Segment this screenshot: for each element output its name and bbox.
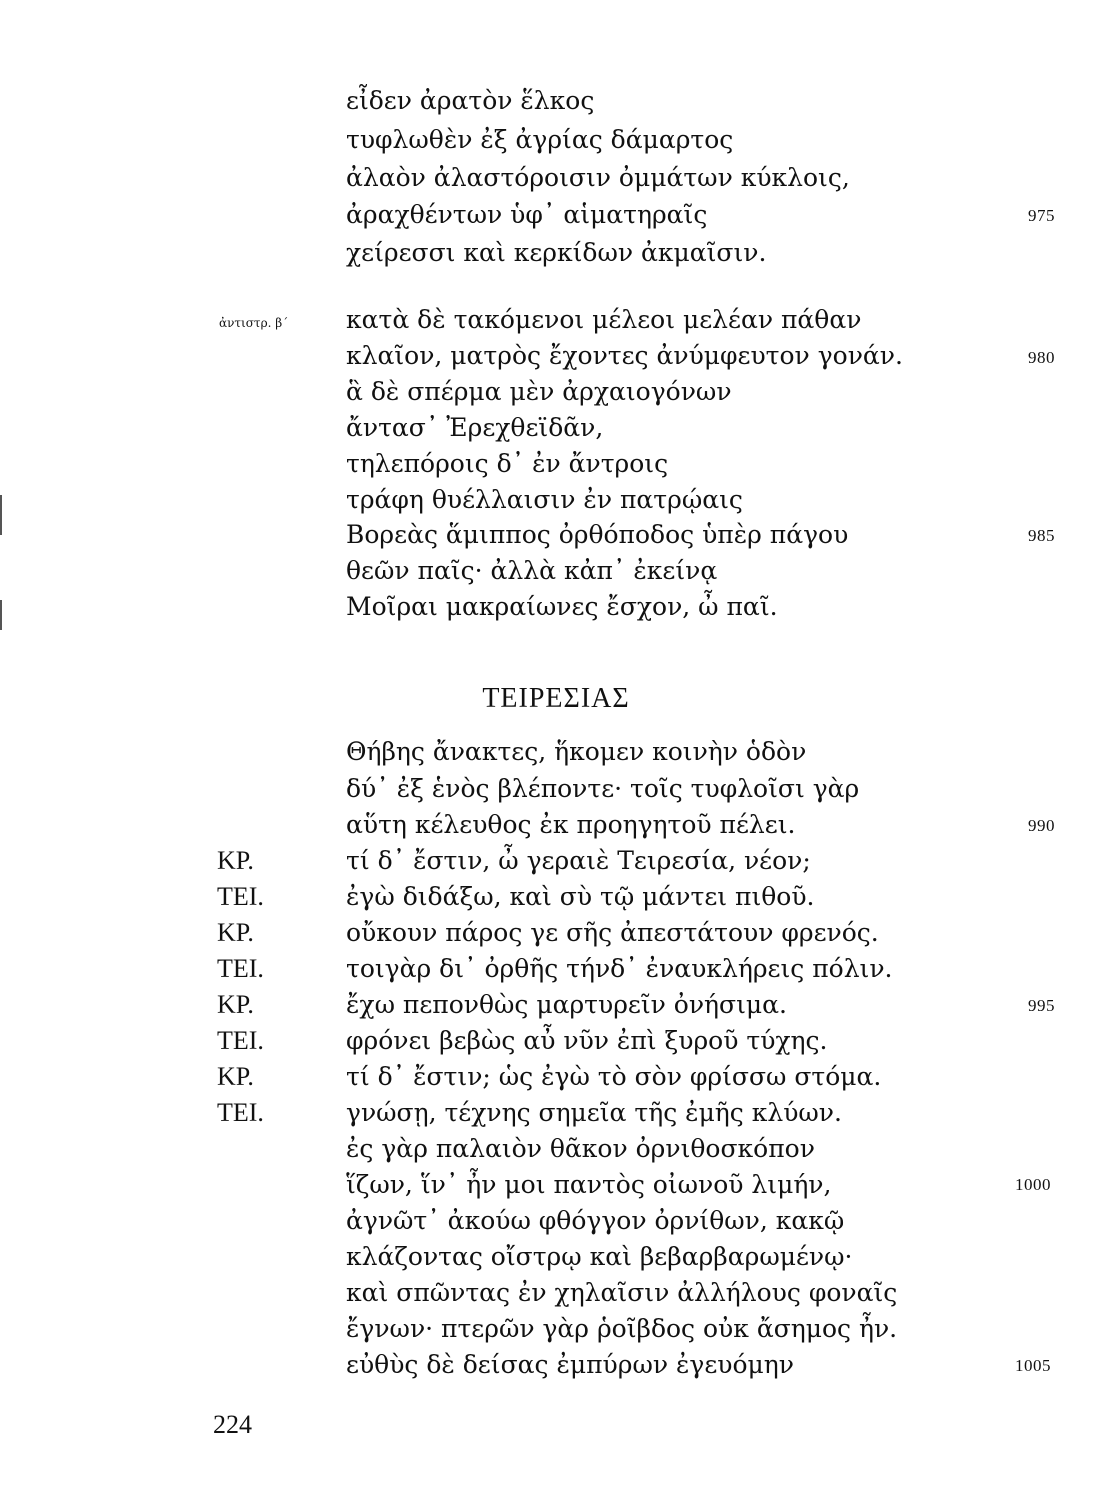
verse-line: χείρεσσι καὶ κερκίδων ἀκμαῖσιν.	[346, 238, 767, 267]
scan-edge-mark	[0, 600, 2, 630]
verse-line: τί δ᾽ ἔστιν; ὡς ἐγὼ τὸ σὸν φρίσσω στόμα.	[346, 1062, 882, 1091]
speaker-label: ΤΕΙ.	[217, 1026, 264, 1055]
line-number: 1000	[1015, 1175, 1051, 1194]
verse-line: γνώσῃ, τέχνης σημεῖα τῆς ἐμῆς κλύων.	[346, 1098, 842, 1127]
verse-line: ἔχω πεπονθὼς μαρτυρεῖν ὀνήσιμα.	[346, 990, 787, 1019]
scan-edge-mark	[0, 495, 2, 535]
verse-line: Μοῖραι μακραίωνες ἔσχον, ὦ παῖ.	[346, 592, 778, 621]
antistrophe-label: ἀντιστρ. β´	[219, 316, 289, 330]
verse-line: τυφλωθὲν ἐξ ἀγρίας δάμαρτος	[346, 125, 734, 154]
speaker-label: ΤΕΙ.	[217, 882, 264, 911]
speaker-label: ΤΕΙ.	[217, 1098, 264, 1127]
verse-line: ἀλαὸν ἀλαστόροισιν ὀμμάτων κύκλοις,	[346, 163, 850, 192]
speaker-label: ΤΕΙ.	[217, 954, 264, 983]
line-number: 975	[1028, 206, 1055, 225]
speaker-label: ΚΡ.	[217, 846, 254, 875]
verse-line: κατὰ δὲ τακόμενοι μέλεοι μελέαν πάθαν	[346, 305, 862, 334]
verse-line: ἐγὼ διδάξω, καὶ σὺ τῷ μάντει πιθοῦ.	[346, 882, 815, 911]
line-number: 990	[1028, 816, 1055, 835]
verse-line: θεῶν παῖς· ἀλλὰ κἀπ᾽ ἐκείνᾳ	[346, 556, 718, 585]
verse-line: οὔκουν πάρος γε σῆς ἀπεστάτουν φρενός.	[346, 918, 879, 947]
verse-line: ἐς γὰρ παλαιὸν θᾶκον ὀρνιθοσκόπον	[346, 1134, 815, 1163]
speaker-label: ΚΡ.	[217, 918, 254, 947]
verse-line: ἀγνῶτ᾽ ἀκούω φθόγγον ὀρνίθων, κακῷ	[346, 1206, 845, 1235]
page-number: 224	[213, 1410, 252, 1439]
line-number: 985	[1028, 526, 1055, 545]
verse-line: ἃ δὲ σπέρμα μὲν ἀρχαιογόνων	[346, 377, 732, 406]
verse-line: εἶδεν ἀρατὸν ἕλκος	[346, 86, 595, 115]
verse-line: φρόνει βεβὼς αὖ νῦν ἐπὶ ξυροῦ τύχης.	[346, 1026, 828, 1055]
verse-line: κλάζοντας οἴστρῳ καὶ βεβαρβαρωμένῳ·	[346, 1242, 853, 1271]
verse-line: ἀραχθέντων ὑφ᾽ αἱματηραῖς	[346, 200, 708, 229]
verse-line: εὐθὺς δὲ δείσας ἐμπύρων ἐγευόμην	[346, 1350, 794, 1379]
line-number: 1005	[1015, 1356, 1051, 1375]
verse-line: τοιγὰρ δι᾽ ὀρθῆς τήνδ᾽ ἐναυκλήρεις πόλιν.	[346, 954, 893, 983]
verse-line: τί δ᾽ ἔστιν, ὦ γεραιὲ Τειρεσία, νέον;	[346, 846, 811, 875]
line-number: 980	[1028, 348, 1055, 367]
verse-line: τηλεπόροις δ᾽ ἐν ἄντροις	[346, 449, 669, 478]
verse-line: δύ᾽ ἐξ ἑνὸς βλέποντε· τοῖς τυφλοῖσι γὰρ	[346, 774, 860, 803]
verse-line: τράφη θυέλλαισιν ἐν πατρῴαις	[346, 485, 743, 514]
verse-line: Θήβης ἄνακτες, ἥκομεν κοινὴν ὁδὸν	[346, 737, 807, 766]
verse-line: Βορεὰς ἅμιππος ὀρθόποδος ὑπὲρ πάγου	[346, 520, 849, 549]
verse-line: κλαῖον, ματρὸς ἔχοντες ἀνύμφευτον γονάν.	[346, 341, 903, 370]
verse-line: καὶ σπῶντας ἐν χηλαῖσιν ἀλλήλους φοναῖς	[346, 1278, 898, 1307]
verse-line: ἄντασ᾽ Ἐρεχθεϊδᾶν,	[346, 413, 604, 442]
verse-line: ἔγνων· πτερῶν γὰρ ῥοῖβδος οὐκ ἄσημος ἦν.	[346, 1314, 898, 1343]
speaker-label: ΚΡ.	[217, 1062, 254, 1091]
verse-line: αὕτη κέλευθος ἐκ προηγητοῦ πέλει.	[346, 810, 796, 839]
section-heading: ΤΕΙΡΕΣΙΑΣ	[482, 683, 630, 714]
line-number: 995	[1028, 996, 1055, 1015]
speaker-label: ΚΡ.	[217, 990, 254, 1019]
verse-line: ἵζων, ἵν᾽ ἦν μοι παντὸς οἰωνοῦ λιμήν,	[346, 1170, 832, 1199]
